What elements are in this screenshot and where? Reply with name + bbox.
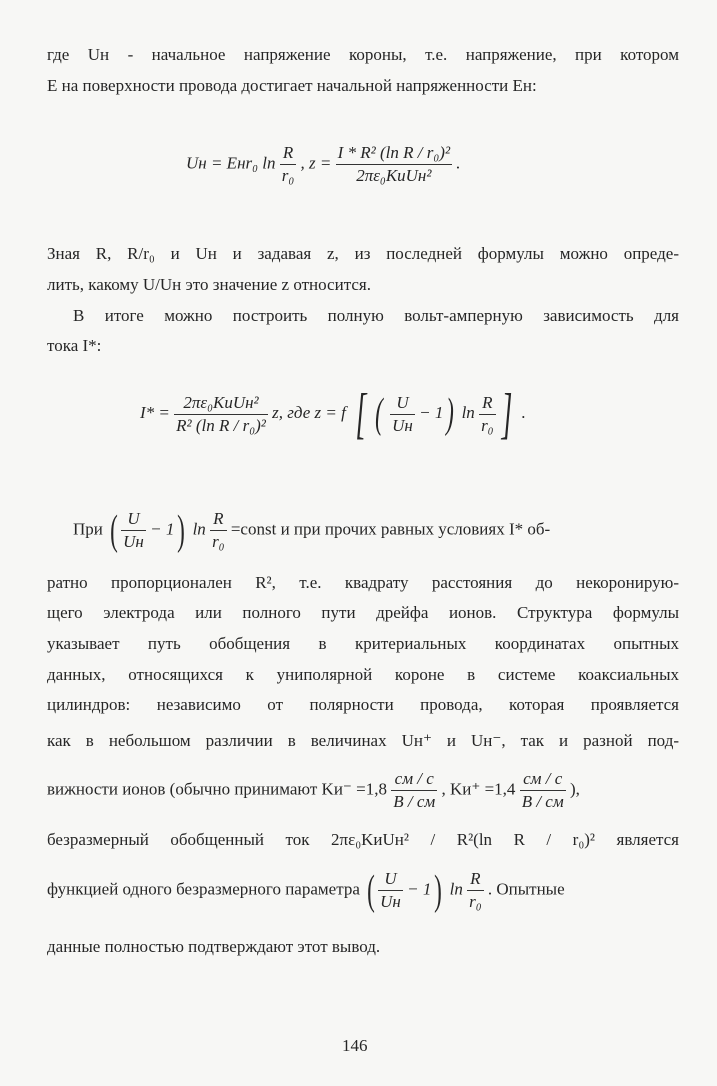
formula-2-fraction-main: $\frac{\text{2πε₀KиUн²}}{\text{R² (ln R / r₀)²}}$ xyxy=(176,392,266,435)
formula-1 xyxy=(186,142,461,187)
formula-2-minus: − 1 xyxy=(419,402,444,422)
formula-2-ln: ln xyxy=(461,402,475,422)
text-line-3: Зная R, R/r₀ и Uн и задавая z, из последней формулы можно опреде- xyxy=(47,244,679,263)
function-line: функцией одного безразмерного параметра ( $\frac{U}{Uн}$ − 1) ln $\frac{R}{\text{r₀}}$ . Опытные xyxy=(47,867,565,914)
mobility-line: вижности ионов (обычно принимают Kи⁻ =1,8 $\frac{см / с}{В / см}$ , Kи⁺ =1,4 $\frac{см / с}{В / см}$ ), xyxy=(47,769,580,811)
text-line-4: лить, какому U/Uн это значение z относится. xyxy=(47,275,371,294)
text-line-7: ратно пропорционален R², т.е. квадрату расстояния до некоронирую- xyxy=(47,573,679,592)
formula-2: I* = $\frac{\text{2πε₀KиUн²}}{\text{R² (ln R / r₀)²}}$ z, где z = f [ ( $\frac{U}{Uн}$ − 1) ln $\frac{R}{\text{r₀}}$ ] . xyxy=(140,383,526,445)
formula-1-mid: , z = xyxy=(300,153,332,173)
text-line-2: E на поверхности провода достигает начальной напряженности Eн: xyxy=(47,76,537,95)
text-line-8: щего электрода или полного пути дрейфа ионов. Структура формулы xyxy=(47,603,679,622)
formula-2-fraction-u: $\frac{U}{Uн}$ xyxy=(392,392,413,435)
mobility-fraction-1: $\frac{см / с}{В / см}$ xyxy=(393,769,436,811)
text-line-9: указывает путь обобщения в критериальных координатах опытных xyxy=(47,634,679,653)
formula-1-end: . xyxy=(456,153,461,173)
text-line-6: тока I*: xyxy=(47,336,102,355)
formula-1-fraction-r: $\frac{R}{\text{r₀}}$ xyxy=(281,143,295,185)
para-pri-line: При ( $\frac{U}{Uн}$ − 1) ln $\frac{R}{\text{r₀}}$ =const и при прочих равных условиях I* об- xyxy=(73,507,551,554)
formula-2-end: . xyxy=(521,402,526,422)
text-line-11: цилиндров: независимо от полярности провода, которая проявляется xyxy=(47,695,679,714)
para-pri-fraction-r: $\frac{R}{\text{r₀}}$ xyxy=(212,509,225,551)
text-line-last: данные полностью подтверждают этот вывод. xyxy=(47,937,381,956)
formula-2-fraction-r: $\frac{R}{\text{r₀}}$ xyxy=(481,392,494,435)
formula-1-lhs: Uн = Eнr₀ ln xyxy=(186,153,276,173)
formula-1-fraction-z: $\frac{\text{I * R² (ln R / r₀)²}}{\text{2πε₀KиUн²}}$ xyxy=(337,143,451,185)
para-pri-start: При xyxy=(73,519,103,539)
text-line-12: как в небольшом различии в величинах Uн⁺ и Uн⁻, так и разной под- xyxy=(47,731,679,750)
page-number: 146 xyxy=(342,1036,368,1055)
para-pri-fraction-u: $\frac{U}{Uн}$ xyxy=(123,509,144,551)
formula-2-mid: z, где z = f xyxy=(272,402,346,422)
mobility-fraction-2: $\frac{см / с}{В / см}$ xyxy=(521,769,564,811)
text-line-10: данных, относящихся к униполярной короне в системе коаксиальных xyxy=(47,665,679,684)
text-line-current: безразмерный обобщенный ток 2πε₀KиUн² / R²(ln R / r₀)² является xyxy=(47,830,679,849)
formula-2-lhs: I* = xyxy=(140,402,170,422)
text-line-5: В итоге можно построить полную вольт-амперную зависимость для xyxy=(73,306,679,325)
para-pri-rest: =const и при прочих равных условиях I* об- xyxy=(230,519,551,539)
function-fraction-r: $\frac{R}{\text{r₀}}$ xyxy=(469,869,482,911)
function-fraction-u: $\frac{U}{Uн}$ xyxy=(380,869,401,911)
text-line-1: где Uн - начальное напряжение короны, т.е. напряжение, при котором xyxy=(47,45,679,64)
